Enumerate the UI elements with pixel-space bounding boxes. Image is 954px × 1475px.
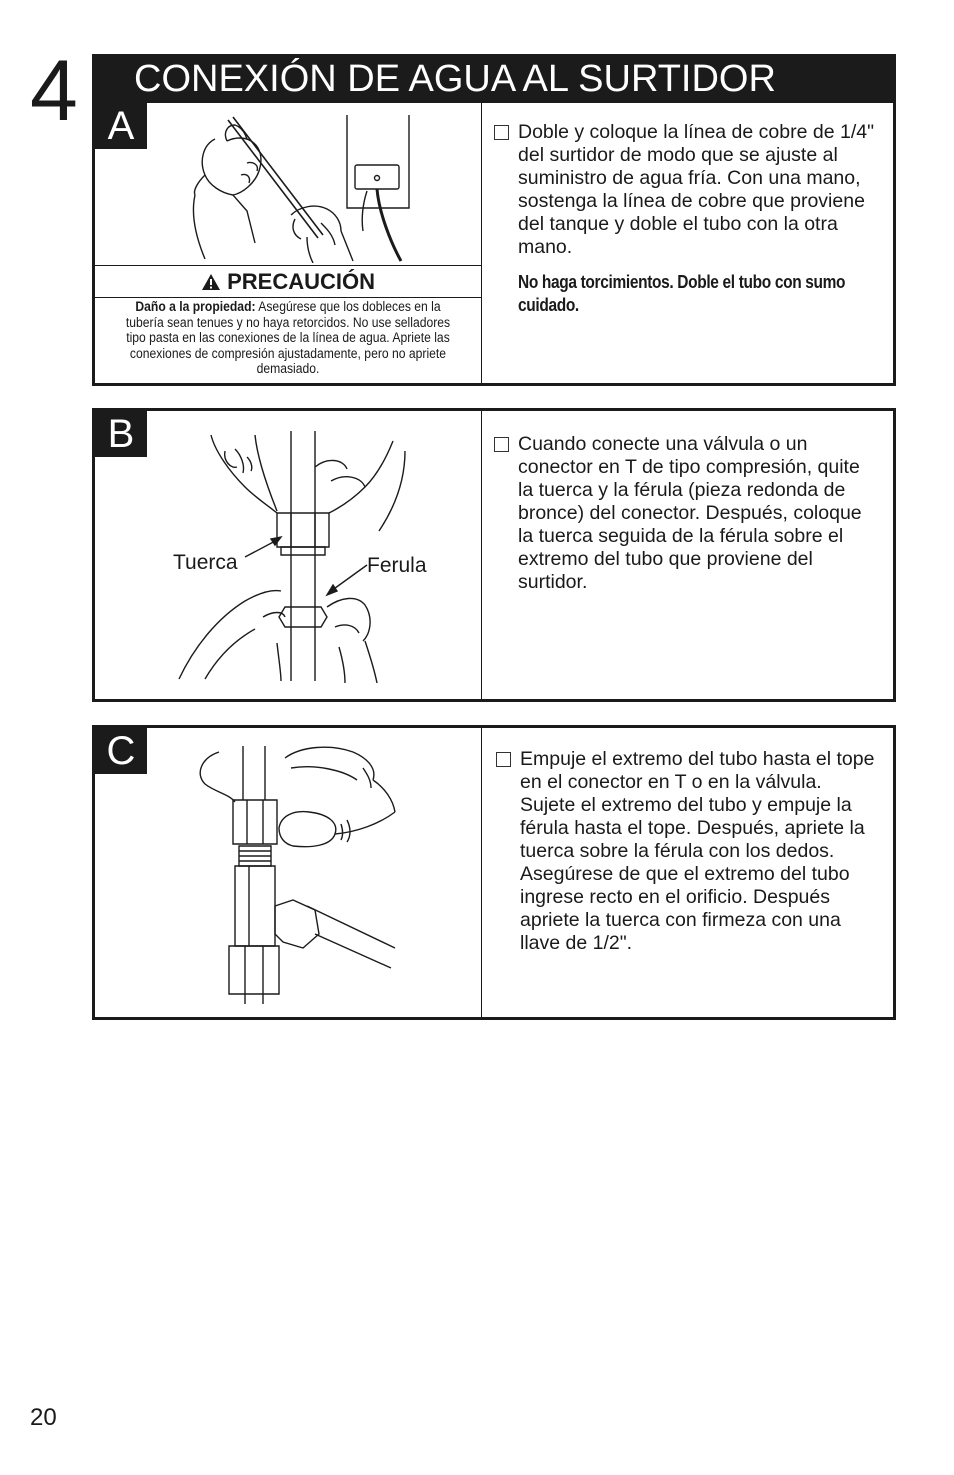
bending-tube-illustration (95, 103, 481, 263)
panel-a-instruction: Doble y coloque la línea de cobre de 1/4" del surtidor de modo que se ajuste al suministro de agua fría. Con una mano, sostenga la línea de cobre que proviene del tanque y doble el tubo con la otra mano. (518, 121, 874, 258)
caution-text: Asegúrese que los dobleces en la tubería sean tenues y no haya retorcidos. No use selladores tipo pasta en las conexiones de la línea de agua. Apriete las conexiones de compresión ajustadamente, pero no apriete demasiado. (125, 299, 451, 376)
panel-c-checkbox[interactable] (496, 752, 511, 767)
step-number: 4 (30, 43, 78, 139)
panel-c-illustration-area (95, 728, 482, 1017)
panel-a-checkbox[interactable] (494, 125, 509, 140)
panel-c-text-area (482, 728, 893, 1017)
label-ferrule: Ferula (367, 554, 427, 577)
section-title: CONEXIÓN DE AGUA AL SURTIDOR (92, 54, 896, 102)
caution-title: PRECAUCIÓN (227, 269, 376, 294)
panel-b-letter: B (95, 411, 147, 457)
caution-lead: Daño a la propiedad: (135, 299, 256, 314)
caution-box (95, 265, 481, 383)
label-nut: Tuerca (173, 551, 238, 574)
caution-divider (95, 297, 481, 298)
panel-c-letter: C (95, 728, 147, 774)
panel-a (92, 100, 896, 386)
panel-b (92, 408, 896, 702)
panel-b-illustration-area (95, 411, 482, 699)
panel-c-instruction: Empuje el extremo del tubo hasta el tope en el conector en T o en la válvula. Sujete el extremo del tubo y empuje la férula hasta el tope. Después, apriete la tuerca sobre la férula con los dedos. Asegúrese de que el extremo del tubo ingrese recto en el orificio. Después apriete la tuerca con firmeza con una llave de 1/2". (520, 748, 875, 954)
panel-a-letter: A (95, 103, 147, 149)
page-number: 20 (30, 1404, 57, 1431)
warning-triangle-icon (201, 273, 221, 291)
caution-header (95, 268, 481, 296)
panel-c (92, 725, 896, 1020)
panel-b-instruction: Cuando conecte una válvula o un conector en T de tipo compresión, quite la tuerca y la férula (pieza redonda de bronce) del conector. Después, coloque la tuerca seguida de la férula sobre el extremo del tubo que proviene del surtidor. (518, 433, 862, 593)
panel-b-checkbox[interactable] (494, 437, 509, 452)
panel-a-text-area (482, 103, 893, 383)
tee-connector-illustration (95, 728, 481, 1017)
panel-a-note: No haga torcimientos. Doble el tubo con sumo cuidado. (518, 272, 846, 315)
caution-body (120, 299, 457, 377)
panel-a-illustration-area (95, 103, 482, 383)
panel-b-text-area (482, 411, 893, 699)
